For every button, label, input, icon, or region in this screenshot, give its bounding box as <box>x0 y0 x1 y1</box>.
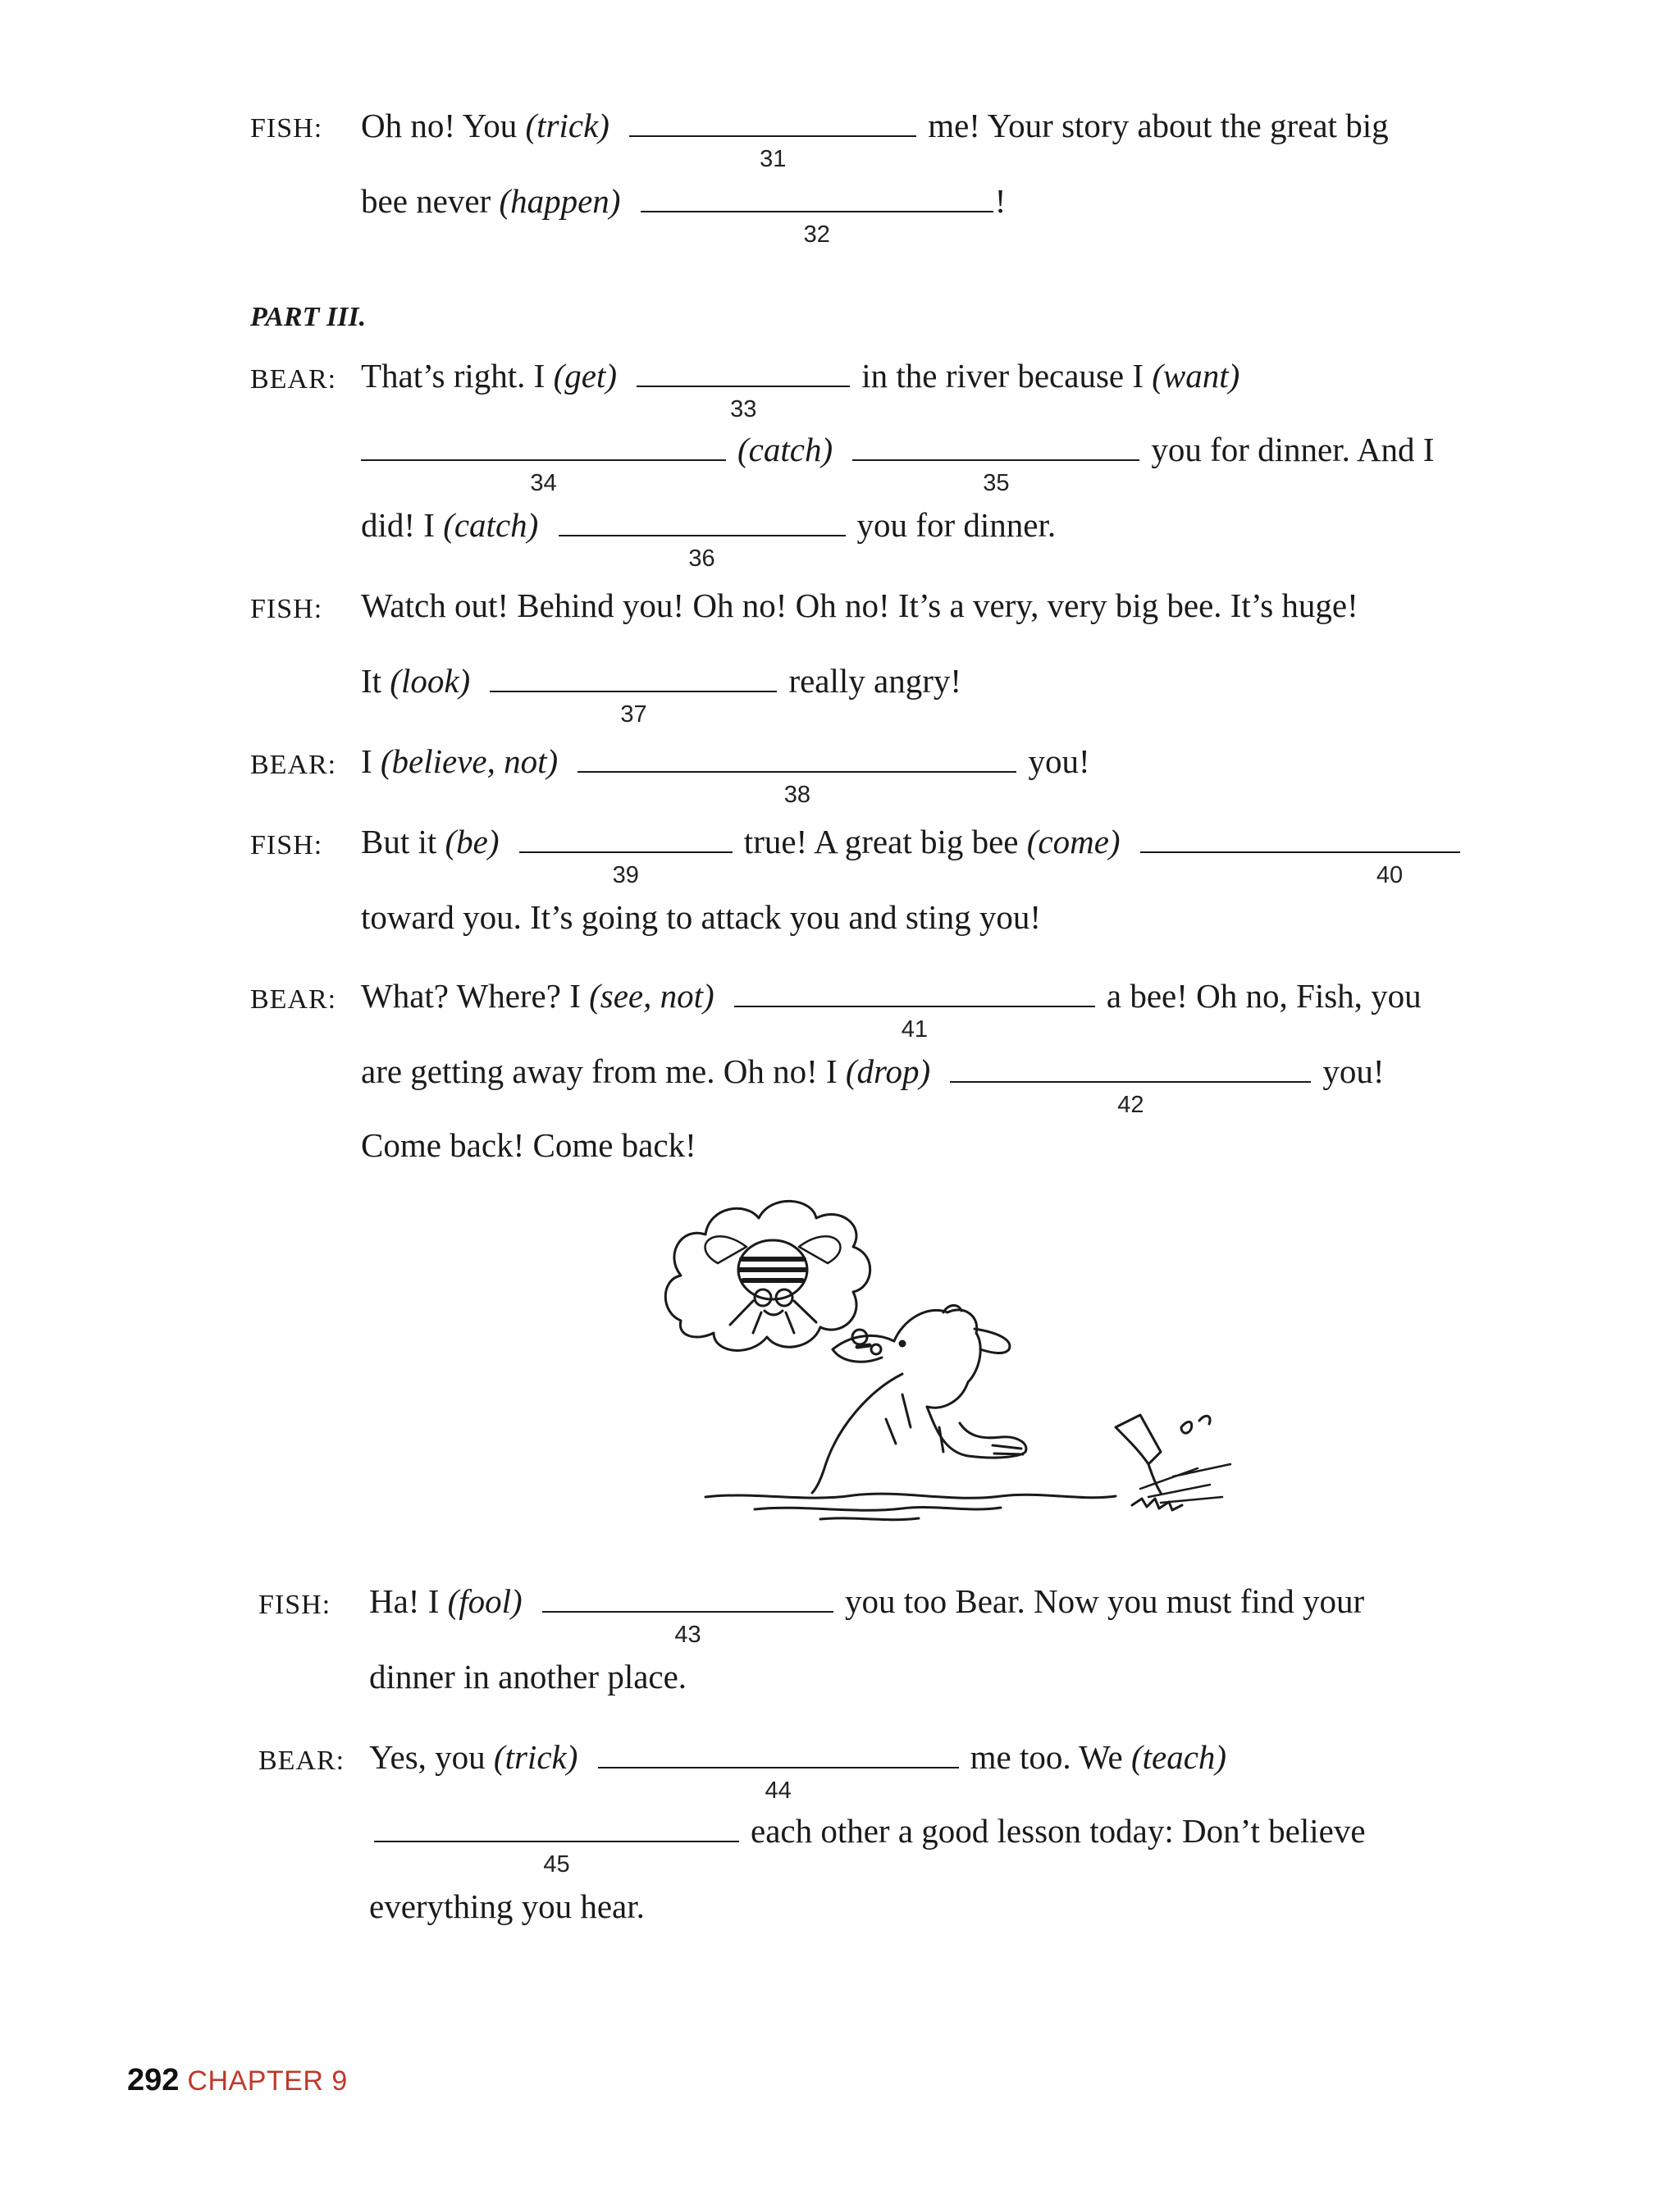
dialogue-line <box>361 431 1435 496</box>
text: in the river because I <box>861 357 1144 395</box>
answer-blank-40[interactable] <box>1140 851 1460 888</box>
dialogue-line <box>369 1738 1227 1804</box>
verb-cue: (drop) <box>845 1052 931 1090</box>
verb-cue: (happen) <box>499 182 621 220</box>
answer-blank-38[interactable] <box>578 770 1016 808</box>
blank-number: 44 <box>765 1778 792 1804</box>
bee-icon <box>705 1236 841 1333</box>
speaker-bear: BEAR: <box>250 364 337 395</box>
speaker-bear: BEAR: <box>258 1746 345 1776</box>
blank-number: 43 <box>674 1622 701 1648</box>
verb-cue: (catch) <box>443 506 539 544</box>
text: What? Where? I <box>361 977 581 1015</box>
answer-blank-35[interactable] <box>852 459 1139 496</box>
water-line <box>820 1518 919 1520</box>
text: Yes, you <box>369 1738 486 1776</box>
verb-cue: (want) <box>1152 357 1240 395</box>
dialogue-line <box>361 1126 696 1164</box>
page-footer <box>127 2063 348 2098</box>
dialogue-line <box>361 182 1007 248</box>
text: dinner in another place. <box>369 1658 687 1695</box>
verb-cue: (trick) <box>525 107 609 144</box>
answer-blank-32[interactable] <box>641 210 993 248</box>
answer-blank-33[interactable] <box>637 385 850 422</box>
dialogue-line <box>369 1887 645 1925</box>
fish-tail-icon <box>1116 1415 1230 1510</box>
speaker-bear: BEAR: <box>250 984 337 1015</box>
water-line <box>705 1494 1116 1498</box>
blank-number: 33 <box>730 396 757 422</box>
verb-cue: (come) <box>1026 823 1121 860</box>
verb-cue: (catch) <box>737 431 833 468</box>
text: are getting away from me. Oh no! I <box>361 1052 838 1090</box>
answer-blank-34[interactable] <box>361 459 726 496</box>
page-number: 292 <box>127 2063 180 2097</box>
text: you! <box>1028 742 1090 780</box>
answer-blank-44[interactable] <box>598 1766 959 1804</box>
blank-number: 32 <box>803 221 830 248</box>
text: really angry! <box>788 662 962 700</box>
answer-blank-39[interactable] <box>519 851 733 888</box>
answer-blank-37[interactable] <box>490 690 777 728</box>
answer-blank-43[interactable] <box>542 1610 833 1648</box>
dialogue-line <box>361 357 1240 422</box>
thought-bubble <box>871 1344 881 1354</box>
text: ! <box>994 182 1007 220</box>
speaker-fish: FISH: <box>250 113 323 144</box>
text: bee never <box>361 182 491 220</box>
text: Ha! I <box>369 1582 440 1620</box>
verb-cue: (get) <box>553 357 617 395</box>
verb-cue: (trick) <box>493 1738 578 1776</box>
text: each other a good lesson today: Don’t believe <box>751 1812 1366 1850</box>
text: true! A great big bee <box>743 823 1019 860</box>
verb-cue: (believe, not) <box>380 742 559 780</box>
text: you too Bear. Now you must find your <box>844 1582 1365 1620</box>
dialogue-line <box>361 662 962 728</box>
bear-icon <box>812 1305 1026 1493</box>
text: I <box>361 742 372 780</box>
blank-number: 31 <box>760 146 787 172</box>
text: toward you. It’s going to attack you and sting you! <box>361 898 1041 936</box>
verb-cue: (be) <box>445 823 500 860</box>
blank-number: 42 <box>1117 1092 1144 1118</box>
blank-number: 37 <box>620 701 647 728</box>
text: me too. We <box>970 1738 1123 1776</box>
blank-number: 34 <box>530 470 557 496</box>
answer-blank-42[interactable] <box>950 1080 1311 1118</box>
text: everything you hear. <box>369 1887 645 1925</box>
verb-cue: (fool) <box>447 1582 523 1620</box>
blank-number: 41 <box>901 1016 929 1043</box>
dialogue-line <box>369 1812 1366 1878</box>
dialogue-line <box>361 1052 1385 1118</box>
dialogue-line <box>361 977 1422 1043</box>
text: did! I <box>361 506 435 544</box>
text: you for dinner. <box>856 506 1057 544</box>
verb-cue: (see, not) <box>589 977 714 1015</box>
text: Watch out! Behind you! Oh no! Oh no! It’s a very, very big bee. It’s huge! <box>361 586 1358 624</box>
speaker-bear: BEAR: <box>250 750 337 780</box>
blank-number: 38 <box>783 782 811 808</box>
water-line <box>755 1508 1001 1511</box>
dialogue-line <box>361 506 1057 572</box>
blank-number: 45 <box>543 1851 570 1878</box>
blank-number: 36 <box>688 545 715 572</box>
chapter-label: CHAPTER 9 <box>187 2065 348 2097</box>
text: Oh no! You <box>361 107 518 144</box>
answer-blank-31[interactable] <box>629 135 916 172</box>
text: But it <box>361 823 437 860</box>
text: you for dinner. And I <box>1151 431 1435 468</box>
blank-number: 40 <box>1376 862 1404 888</box>
blank-number: 35 <box>983 470 1010 496</box>
dialogue-line <box>369 1660 687 1694</box>
verb-cue: (teach) <box>1130 1738 1227 1776</box>
text: Come back! Come back! <box>361 1126 696 1164</box>
dialogue-line <box>361 823 1460 888</box>
part-heading: PART III. <box>250 302 367 332</box>
verb-cue: (look) <box>390 662 471 700</box>
bear-fish-illustration <box>656 1181 1280 1526</box>
dialogue-line <box>361 742 1090 808</box>
text: That’s right. I <box>361 357 546 395</box>
speaker-fish: FISH: <box>258 1590 331 1620</box>
speaker-fish: FISH: <box>250 830 323 860</box>
answer-blank-36[interactable] <box>559 534 846 572</box>
speaker-fish: FISH: <box>250 594 323 624</box>
text: me! Your story about the great big <box>928 107 1389 144</box>
text: you! <box>1322 1052 1385 1090</box>
dialogue-line <box>369 1582 1365 1648</box>
dialogue-line <box>361 898 1041 936</box>
answer-blank-41[interactable] <box>734 1005 1095 1043</box>
text: It <box>361 662 382 700</box>
answer-blank-45[interactable] <box>374 1840 739 1878</box>
text: a bee! Oh no, Fish, you <box>1106 977 1422 1015</box>
dialogue-line <box>361 586 1358 624</box>
thought-cloud <box>665 1201 870 1350</box>
dialogue-line <box>361 107 1389 172</box>
blank-number: 39 <box>612 862 639 888</box>
